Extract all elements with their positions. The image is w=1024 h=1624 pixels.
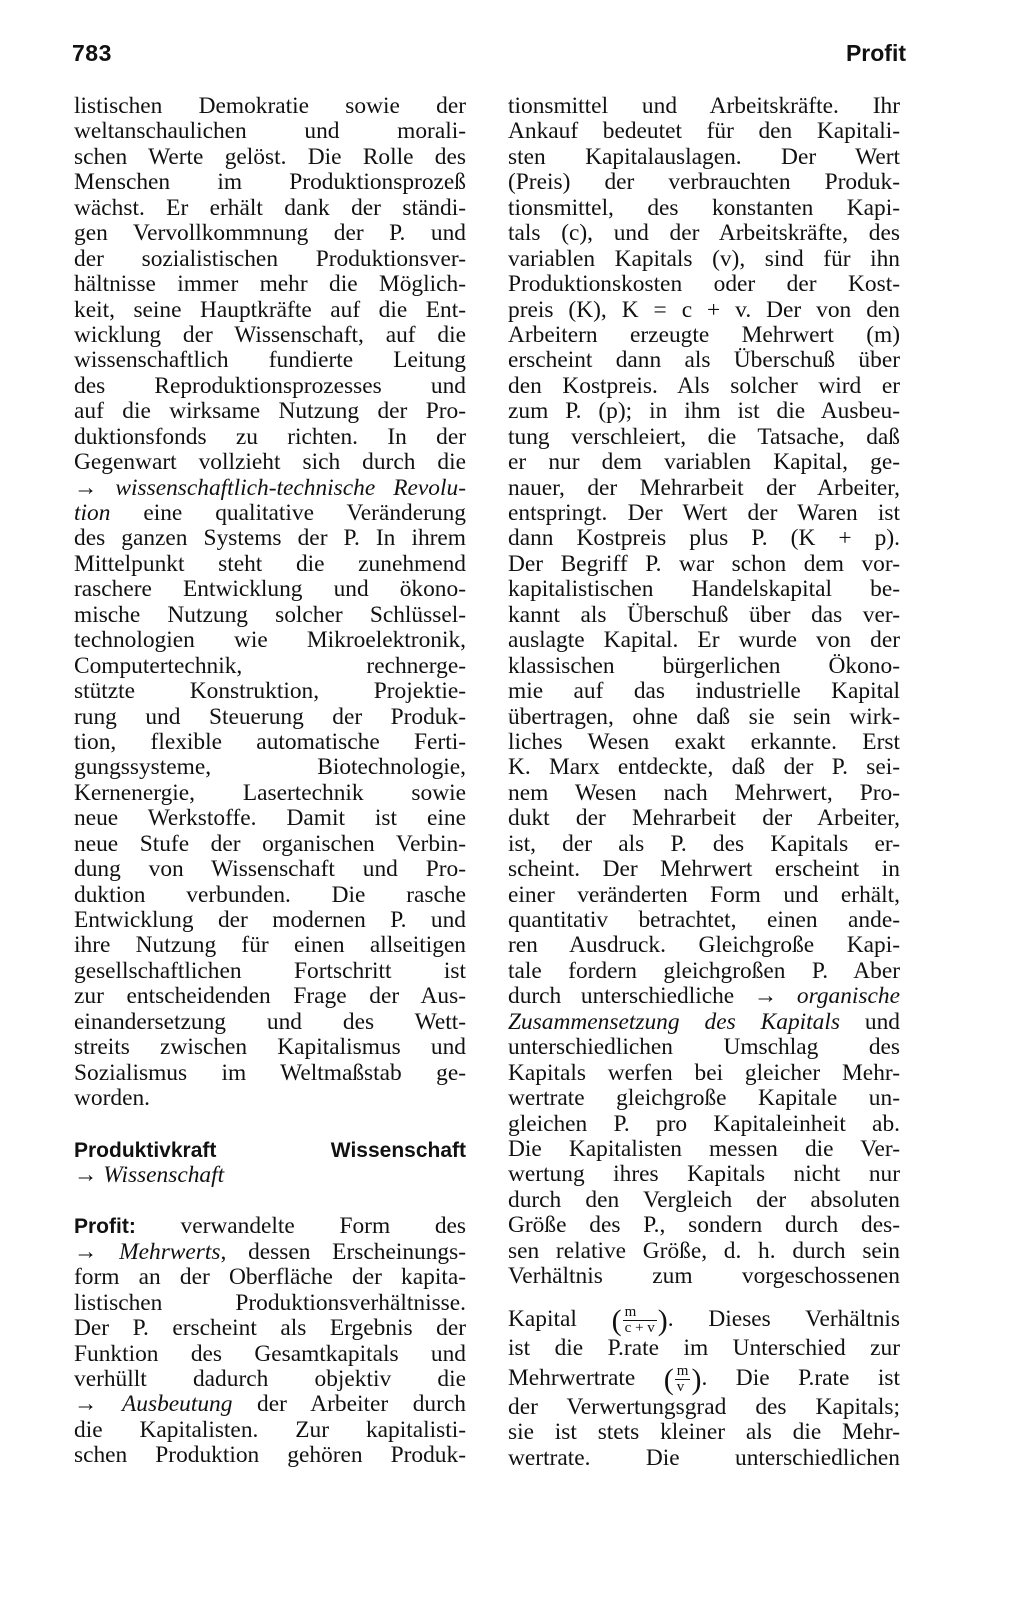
text-line: weltanschaulichen und morali-: [74, 118, 466, 145]
text-line: gesellschaftlichen Fortschritt ist: [74, 957, 466, 984]
text-line: duktion verbunden. Die rasche: [74, 881, 466, 908]
text-line: keit, seine Hauptkräfte auf die Ent-: [74, 296, 466, 323]
text-line: preis (K), K = c + v. Der von den: [508, 296, 900, 323]
cross-ref-arrow: →: [74, 1238, 98, 1265]
text-line: wertrate. Die unterschiedlichen: [508, 1444, 900, 1471]
text-line: streits zwischen Kapitalismus und: [74, 1034, 466, 1061]
entry-headword: Profit:: [74, 1215, 136, 1239]
text-line: Größe des P., sondern durch des-: [508, 1212, 900, 1239]
text-line: verhüllt dadurch objektiv die: [74, 1366, 466, 1392]
text-fragment: . Dieses Verhältnis: [667, 1305, 900, 1332]
text-line: ren Ausdruck. Gleichgroße Kapi-: [508, 932, 900, 959]
text-line: kannt als Überschuß über das ver-: [508, 601, 900, 628]
cross-ref-organische-cont[interactable]: Zusammensetzung des Kapitals: [508, 1008, 840, 1035]
spacer: [74, 1188, 466, 1214]
text-line: gungssysteme, Biotechnologie,: [74, 754, 466, 781]
text-line: klassischen bürgerlichen Ökono-: [508, 652, 900, 679]
text-line: quantitativ betrachtet, einen ande-: [508, 907, 900, 933]
text-line: Menschen im Produktionsprozeß: [74, 169, 466, 196]
fraction-m-over-v: [675, 1364, 691, 1395]
profit-text-block-b: [74, 1418, 466, 1469]
text-line: auslagte Kapital. Er wurde von der: [508, 627, 900, 654]
text-line: form an der Oberfläche der kapita-: [74, 1264, 466, 1291]
text-line: Gegenwart vollzieht sich durch die: [74, 449, 466, 476]
left-text-block-a: [74, 94, 466, 476]
text-line: Computertechnik, rechnerge-: [74, 652, 466, 679]
text-line: tionsmittel und Arbeitskräfte. Ihr: [508, 93, 900, 119]
text-line: Funktion des Gesamtkapitals und: [74, 1340, 466, 1367]
text-line: nauer, der Mehrarbeit der Arbeiter,: [508, 474, 900, 501]
text-line: hältnisse immer mehr die Möglich-: [74, 271, 466, 298]
text-line: er nur dem variablen Kapital, ge-: [508, 449, 900, 476]
text-fragment: eine qualitative Veränderung: [110, 500, 466, 526]
text-line: die Kapitalisten. Zur kapitalisti-: [74, 1416, 466, 1443]
text-line: dung von Wissenschaft und Pro-: [74, 856, 466, 883]
cross-ref-arrow: →: [753, 983, 778, 1010]
text-line: entspringt. Der Wert der Waren ist: [508, 500, 900, 526]
text-line: kapitalistischen Handelskapital be-: [508, 576, 900, 603]
text-line: erscheint dann als Überschuß über: [508, 347, 900, 374]
text-line: des ganzen Systems der P. In ihrem: [74, 525, 466, 552]
text-line: ist, der als P. des Kapitals er-: [508, 830, 900, 857]
text-line: [74, 1392, 466, 1417]
cross-ref-mehrwert[interactable]: Mehrwerts: [119, 1238, 221, 1265]
text-line: Die Kapitalisten messen die Ver-: [508, 1135, 900, 1162]
text-line: wertung ihres Kapitals nicht nur: [508, 1161, 900, 1188]
page-number: 783: [72, 40, 112, 66]
text-fragment: verwandelte Form des: [135, 1213, 466, 1240]
text-line: neue Stufe der organischen Verbin-: [74, 830, 466, 857]
text-fragment: der Arbeiter durch: [232, 1391, 466, 1418]
text-line: ihre Nutzung für einen allseitigen: [74, 932, 466, 959]
text-line: technologien wie Mikroelektronik,: [74, 627, 466, 654]
text-line: gleichen P. pro Kapitaleinheit ab.: [508, 1110, 900, 1137]
formula-line: [508, 1302, 900, 1336]
text-line: wissenschaftlich fundierte Leitung: [74, 347, 466, 374]
text-line: dann Kostpreis plus P. (K + p).: [508, 525, 900, 552]
text-line: Arbeitern erzeugte Mehrwert (m): [508, 321, 900, 348]
text-line: Kernenergie, Lasertechnik sowie: [74, 779, 466, 806]
text-line: mie auf das industrielle Kapital: [508, 678, 900, 705]
paren-close: ): [657, 1303, 668, 1337]
cross-ref-wtr[interactable]: wissenschaftlich-technische Revolu-: [115, 474, 466, 501]
text-line: schen Werte gelöst. Die Rolle des: [74, 143, 466, 170]
text-line: [74, 476, 466, 501]
text-line: der Verwertungsgrad des Kapitals;: [508, 1394, 900, 1420]
text-line: tung verschleiert, die Tatsache, daß: [508, 423, 900, 450]
text-line: schen Produktion gehören Produk-: [74, 1442, 466, 1469]
text-line: Der Begriff P. war schon dem vor-: [508, 550, 900, 577]
text-line: mische Nutzung solcher Schlüssel-: [74, 601, 466, 628]
right-text-block-a: [508, 94, 900, 984]
cross-ref-ausbeutung[interactable]: Ausbeutung: [121, 1391, 233, 1418]
text-line: listischen Demokratie sowie der: [74, 93, 466, 119]
paren-close: ): [691, 1363, 702, 1397]
text-line: Der P. erscheint als Ergebnis der: [74, 1315, 466, 1342]
text-line: wicklung der Wissenschaft, auf die: [74, 321, 466, 348]
text-line: [74, 501, 466, 526]
text-line: zur entscheidenden Frage der Aus-: [74, 983, 466, 1010]
text-line: tion, flexible automatische Ferti-: [74, 728, 466, 755]
entry-headword: Produktivkraft Wissenschaft: [74, 1138, 466, 1162]
text-line: durch den Vergleich der absoluten: [508, 1186, 900, 1213]
paren-open: (: [663, 1363, 674, 1397]
text-line: einer veränderten Form und erhält,: [508, 881, 900, 908]
text-line: tals (c), und der Arbeitskräfte, des: [508, 220, 900, 247]
text-line: dukt der Mehrarbeit der Arbeiter,: [508, 805, 900, 832]
text-line: stützte Konstruktion, Projektie-: [74, 678, 466, 705]
text-line: rung und Steuerung der Produk-: [74, 703, 466, 730]
text-line: wertrate gleichgroße Kapitale un-: [508, 1085, 900, 1112]
text-line: raschere Entwicklung und ökono-: [74, 576, 466, 603]
running-head: Profit: [845, 40, 906, 66]
text-line: [74, 1214, 466, 1239]
text-line: K. Marx entdeckte, daß der P. sei-: [508, 754, 900, 781]
text-fragment: Kapital: [508, 1305, 577, 1332]
text-line: Produktionskosten oder der Kost-: [508, 271, 900, 298]
text-line: tale fordern gleichgroßen P. Aber: [508, 957, 900, 984]
left-column: [74, 94, 466, 1469]
right-text-block-b: [508, 1035, 900, 1289]
fraction-denominator: c + v: [624, 1319, 655, 1336]
cross-ref-arrow: →: [74, 1391, 98, 1418]
cross-ref-wtr-cont[interactable]: tion: [74, 500, 111, 526]
text-line: zum P. (p); in ihm ist die Ausbeu-: [508, 398, 900, 425]
cross-ref-arrow: →: [74, 1161, 98, 1188]
text-line: Kapitals werfen bei gleicher Mehr-: [508, 1059, 900, 1086]
text-line: worden.: [74, 1085, 150, 1112]
text-line: gen Vervollkommnung der P. und: [74, 220, 466, 247]
text-line: sie ist stets kleiner als die Mehr-: [508, 1419, 900, 1446]
fraction-m-over-cv: [623, 1305, 657, 1336]
text-line: der sozialistischen Produktionsver-: [74, 245, 466, 272]
text-line: des Reproduktionsprozesses und: [74, 372, 466, 399]
text-line: tionsmittel, des konstanten Kapi-: [508, 194, 900, 221]
text-line: wächst. Er erhält dank der ständi-: [74, 194, 466, 221]
cross-ref-arrow: →: [74, 474, 98, 501]
text-line: duktionsfonds zu richten. In der: [74, 423, 466, 450]
text-line: unterschiedlichen Umschlag des: [508, 1034, 900, 1061]
text-line: neue Werkstoffe. Damit ist eine: [74, 805, 466, 832]
text-line: [74, 1240, 466, 1265]
text-line: (Preis) der verbrauchten Produk-: [508, 169, 900, 196]
text-line: [508, 1010, 900, 1035]
cross-ref-organische[interactable]: organische: [796, 983, 900, 1010]
text-line: ist die P.rate im Unterschied zur: [508, 1334, 900, 1361]
text-fragment: Mehrwertrate: [508, 1365, 636, 1391]
text-line: scheint. Der Mehrwert erscheint in: [508, 856, 900, 883]
text-line: Sozialismus im Weltmaßstab ge-: [74, 1059, 466, 1086]
text-line: Mittelpunkt steht die zunehmend: [74, 550, 466, 577]
text-line: variablen Kapitals (v), sind für ihn: [508, 245, 900, 272]
text-line: listischen Produktionsverhältnisse.: [74, 1289, 466, 1316]
fraction-numerator: m: [676, 1363, 689, 1380]
cross-ref-wissenschaft[interactable]: Wissenschaft: [103, 1161, 225, 1188]
right-column: [508, 94, 900, 1471]
text-line: auf die wirksame Nutzung der Pro-: [74, 398, 466, 425]
text-fragment: durch unterschiedliche: [508, 983, 754, 1010]
text-fragment: . Die P.rate ist: [701, 1365, 900, 1391]
fraction-denominator: v: [676, 1379, 685, 1396]
text-line: sten Kapitalauslagen. Der Wert: [508, 143, 900, 170]
text-line: Verhältnis zum vorgeschossenen: [508, 1263, 900, 1290]
text-line: [508, 984, 900, 1009]
text-line: Entwicklung der modernen P. und: [74, 907, 466, 933]
text-line: einandersetzung und des Wett-: [74, 1008, 466, 1035]
text-line: liches Wesen exakt erkannte. Erst: [508, 728, 900, 755]
formula-line: [508, 1361, 900, 1395]
left-text-block-b: [74, 526, 466, 1111]
spacer: [74, 1112, 466, 1138]
text-fragment: und: [839, 1008, 900, 1035]
text-line: [74, 1163, 466, 1188]
entry-headword-line: [74, 1138, 466, 1163]
text-line: übertragen, ohne daß sie sein wirk-: [508, 703, 900, 730]
right-text-block-c: [508, 1395, 900, 1471]
text-line: sen relative Größe, d. h. durch sein: [508, 1237, 900, 1264]
text-line: den Kostpreis. Als solcher wird er: [508, 372, 900, 399]
text-fragment: , dessen Erscheinungs-: [220, 1238, 466, 1265]
paren-open: (: [611, 1303, 622, 1337]
fraction-numerator: m: [623, 1305, 657, 1321]
spacer: [508, 1290, 900, 1302]
profit-text-block-a: [74, 1265, 466, 1392]
text-line: nem Wesen nach Mehrwert, Pro-: [508, 779, 900, 806]
text-line: Ankauf bedeutet für den Kapitali-: [508, 118, 900, 145]
